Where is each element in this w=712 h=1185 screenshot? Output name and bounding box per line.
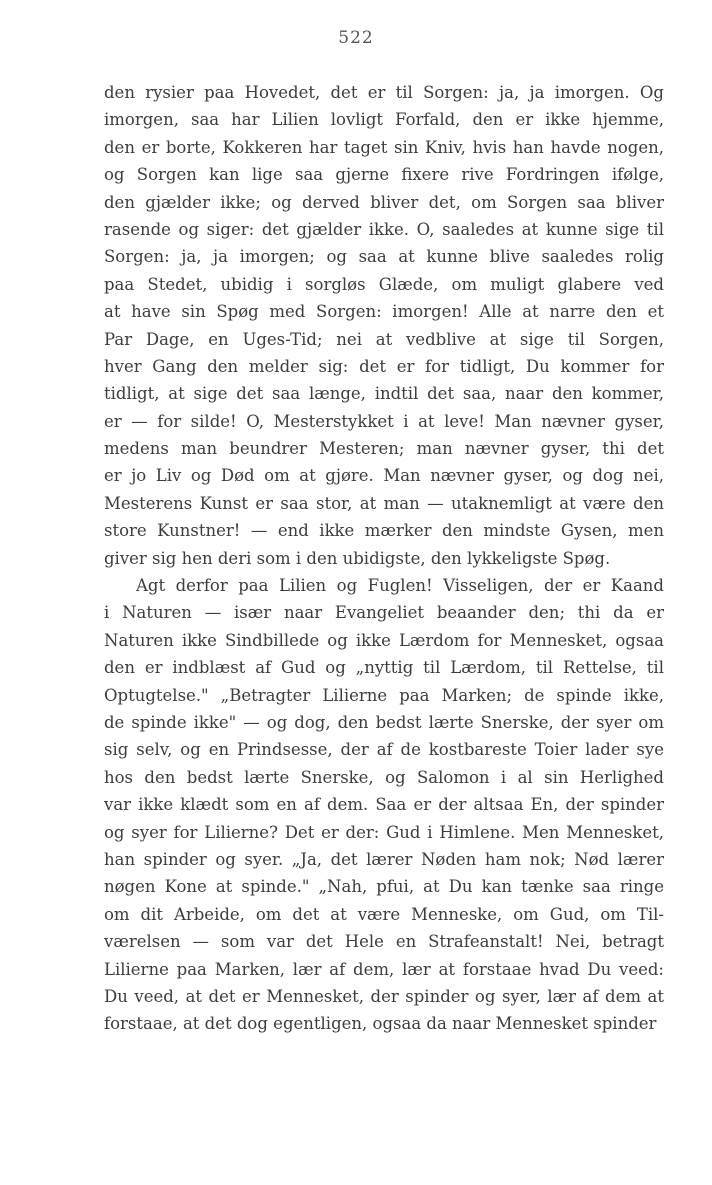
text-line: rasende og siger: det gjælder ikke. O, saaledes at kunne sige til <box>104 219 664 239</box>
text-line: at have sin Spøg med Sorgen: imorgen! Alle at narre den et <box>104 302 664 322</box>
text-line: Optugtelse." „Betragter Lilierne paa Marken; de spinde ikke, <box>104 685 664 705</box>
text-line: giver sig hen deri som i den ubidigste, den lykkeligste Spøg. <box>104 548 611 568</box>
text-line: de spinde ikke" — og dog, den bedst lærte Snerske, der syer om <box>104 712 664 732</box>
text-line: var ikke klædt som en af dem. Saa er der altsaa En, der spinder <box>104 795 664 815</box>
text-line: den rysier paa Hovedet, det er til Sorgen: ja, ja imorgen. Og <box>104 83 664 102</box>
text-line: er — for silde! O, Mesterstykket i at leve! Man nævner gyser, <box>104 411 664 431</box>
text-line: Par Dage, en Uges-Tid; nei at vedblive at sige til Sorgen, <box>104 329 664 349</box>
text-line: Du veed, at det er Mennesket, der spinder og syer, lær af dem at <box>104 986 664 1006</box>
text-line: hos den bedst lærte Snerske, og Salomon i al sin Herlighed <box>104 767 664 787</box>
text-line: den er borte, Kokkeren har taget sin Kniv, hvis han havde nogen, <box>104 137 664 157</box>
text-line: medens man beundrer Mesteren; man nævner gyser, thi det <box>104 439 664 459</box>
text-line: og syer for Lilierne? Det er der: Gud i Himlene. Men Mennesket, <box>104 822 664 842</box>
text-line: forstaae, at det dog egentligen, ogsaa da naar Mennesket spinder <box>104 1014 657 1034</box>
text-line: store Kunstner! — end ikke mærker den mindste Gysen, men <box>104 521 664 541</box>
page-number: 522 <box>338 28 374 48</box>
text-line: i Naturen — især naar Evangeliet beaander den; thi da er <box>104 603 664 623</box>
text-line: er jo Liv og Død om at gjøre. Man nævner gyser, og dog nei, <box>104 466 664 486</box>
text-line: paa Stedet, ubidig i sorgløs Glæde, om muligt glabere ved <box>104 274 664 294</box>
text-line: Mesterens Kunst er saa stor, at man — utaknemligt at være den <box>104 493 664 513</box>
text-line: nøgen Kone at spinde." „Nah, pfui, at Du kan tænke saa ringe <box>104 877 664 897</box>
text-line: Naturen ikke Sindbillede og ikke Lærdom for Mennesket, ogsaa <box>104 630 664 650</box>
text-line: Lilierne paa Marken, lær af dem, lær at forstaae hvad Du veed: <box>104 959 664 979</box>
text-line: han spinder og syer. „Ja, det lærer Nøden ham nok; Nød lærer <box>104 849 664 869</box>
text-line: den gjælder ikke; og derved bliver det, om Sorgen saa bliver <box>104 192 664 212</box>
text-line: den er indblæst af Gud og „nyttig til Lærdom, til Rettelse, til <box>104 658 664 678</box>
text-line: hver Gang den melder sig: det er for tidligt, Du kommer for <box>104 356 664 376</box>
text-line: værelsen — som var det Hele en Strafeanstalt! Nei, betragt <box>104 932 664 952</box>
body-text <box>104 79 664 1038</box>
paragraph-first-line: Agt derfor paa Lilien og Fuglen! Visseligen, der er Kaand <box>136 576 664 596</box>
text-line: om dit Arbeide, om det at være Menneske, om Gud, om Til- <box>104 904 664 924</box>
text-line: Sorgen: ja, ja imorgen; og saa at kunne blive saaledes rolig <box>104 247 664 267</box>
text-line: og Sorgen kan lige saa gjerne fixere rive Fordringen ifølge, <box>104 165 664 185</box>
text-line: sig selv, og en Prindsesse, der af de kostbareste Toier lader sye <box>104 740 664 760</box>
text-line: imorgen, saa har Lilien lovligt Forfald, den er ikke hjemme, <box>104 110 664 130</box>
text-line: tidligt, at sige det saa længe, indtil det saa, naar den kommer, <box>104 384 664 404</box>
